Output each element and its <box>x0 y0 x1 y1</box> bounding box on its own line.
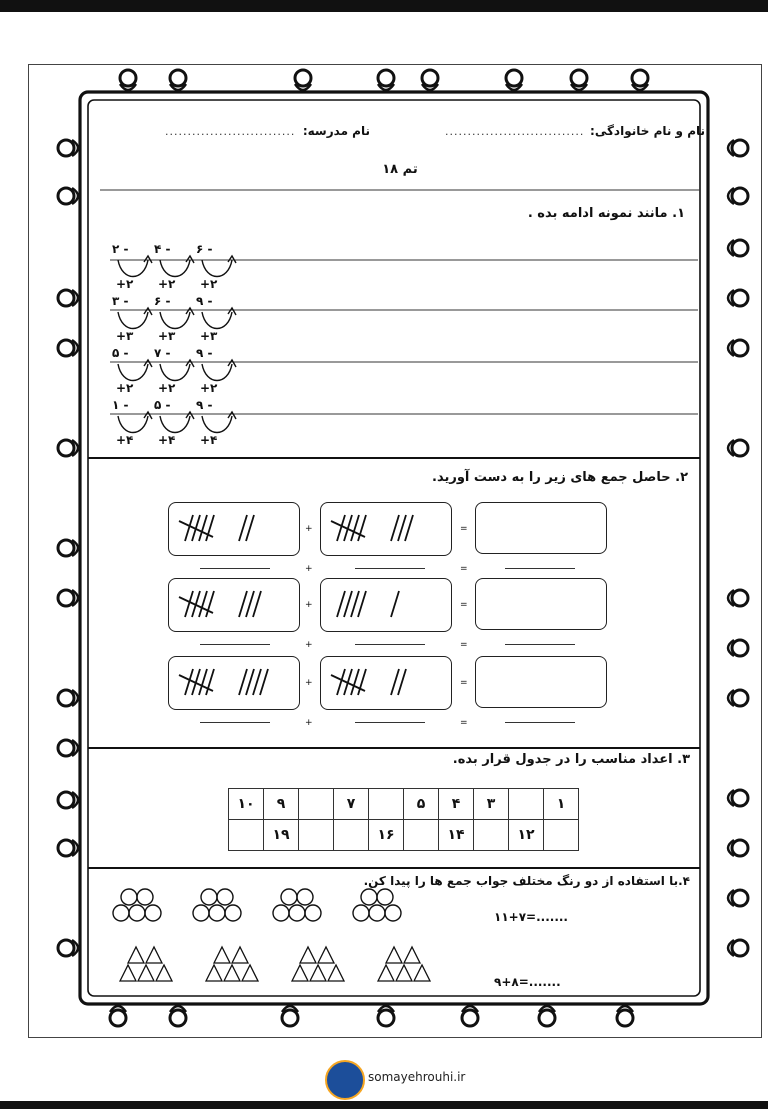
q4-equation-2: ۹+۸=....... <box>494 975 561 989</box>
tally-marks <box>321 503 451 555</box>
tally-group <box>391 669 406 695</box>
answer-box[interactable] <box>475 656 607 708</box>
answer-line[interactable] <box>355 722 425 723</box>
q1-step-label: +۴ <box>116 433 134 447</box>
tally-box <box>168 656 300 710</box>
q1-step-label: +۲ <box>116 381 134 395</box>
answer-line[interactable] <box>355 568 425 569</box>
school-field[interactable]: ............................. <box>165 125 296 138</box>
table-cell: ۱۶ <box>369 820 404 851</box>
answer-line[interactable] <box>505 644 575 645</box>
equals-sign: = <box>460 600 468 610</box>
table-cell-empty[interactable] <box>229 820 264 851</box>
q3-title: ۳. اعداد مناسب را در جدول قرار بده. <box>452 752 690 767</box>
q1-number: ۱ - <box>112 398 129 412</box>
table-cell: ۱۲ <box>509 820 544 851</box>
answer-line[interactable] <box>355 644 425 645</box>
q1-number: ۴ - <box>154 242 171 256</box>
q1-arc <box>160 416 190 433</box>
tally-group <box>179 669 214 695</box>
q1-step-label: +۲ <box>158 277 176 291</box>
answer-line[interactable] <box>505 568 575 569</box>
table-cell-empty[interactable] <box>334 820 369 851</box>
number-table <box>228 788 579 851</box>
q1-number: ۳ - <box>112 294 129 308</box>
answer-line[interactable] <box>200 568 270 569</box>
q2-title: ۲. حاصل جمع های زیر را به دست آورید. <box>432 470 688 485</box>
plus-sign: + <box>305 564 313 574</box>
q1-arc <box>118 416 148 433</box>
q1-arc <box>202 312 232 329</box>
tally-marks <box>321 579 451 631</box>
q1-step-label: +۲ <box>200 381 218 395</box>
plus-sign: + <box>305 640 313 650</box>
table-cell: ۳ <box>474 789 509 820</box>
q1-number: ۲ - <box>112 242 129 256</box>
table-cell: ۱۴ <box>439 820 474 851</box>
triangle-group <box>206 947 258 981</box>
circle-group <box>273 889 321 921</box>
tally-box <box>168 578 300 632</box>
table-cell-empty[interactable] <box>509 789 544 820</box>
tally-marks <box>169 579 299 631</box>
theme-title: تم ۱۸ <box>382 162 418 177</box>
tally-group <box>331 515 366 541</box>
triangle-group <box>378 947 430 981</box>
q1-arc <box>160 260 190 277</box>
tally-group <box>239 591 261 617</box>
q1-number: ۵ - <box>112 346 129 360</box>
tally-box <box>320 656 452 710</box>
circle-group <box>113 889 161 921</box>
table-cell: ۴ <box>439 789 474 820</box>
q1-number: ۹ - <box>196 346 213 360</box>
q1-step-label: +۴ <box>158 433 176 447</box>
site-logo <box>325 1060 365 1100</box>
equals-sign: = <box>460 718 468 728</box>
number-table-row-1 <box>229 789 579 820</box>
q1-arc <box>160 312 190 329</box>
tally-box <box>320 578 452 632</box>
q1-arc <box>118 312 148 329</box>
equals-sign: = <box>460 524 468 534</box>
tally-group <box>179 515 214 541</box>
q1-number: ۹ - <box>196 294 213 308</box>
tally-box <box>168 502 300 556</box>
q1-arc <box>202 364 232 381</box>
tally-group <box>391 515 413 541</box>
q1-step-label: +۳ <box>116 329 134 343</box>
plus-sign: + <box>305 718 313 728</box>
q1-arc <box>118 260 148 277</box>
bottom-bar <box>0 1101 768 1109</box>
table-cell: ۱۰ <box>229 789 264 820</box>
table-cell-empty[interactable] <box>474 820 509 851</box>
tally-marks <box>169 657 299 709</box>
equals-sign: = <box>460 640 468 650</box>
answer-box[interactable] <box>475 502 607 554</box>
triangle-group <box>120 947 172 981</box>
q1-arc <box>160 364 190 381</box>
q1-title: ۱. مانند نمونه ادامه بده . <box>527 206 685 221</box>
table-cell-empty[interactable] <box>404 820 439 851</box>
q1-number: ۶ - <box>154 294 171 308</box>
q4-equation-1: ۱۱+۷=....... <box>494 910 568 924</box>
tally-marks <box>321 657 451 709</box>
q1-number: ۶ - <box>196 242 213 256</box>
table-cell: ۱۹ <box>264 820 299 851</box>
plus-sign: + <box>305 600 313 610</box>
q1-arc <box>202 416 232 433</box>
circle-group <box>193 889 241 921</box>
plus-sign: + <box>305 524 313 534</box>
q1-number: ۷ - <box>154 346 171 360</box>
q1-number: ۵ - <box>154 398 171 412</box>
q1-step-label: +۴ <box>200 433 218 447</box>
table-cell: ۹ <box>264 789 299 820</box>
number-table-row-2 <box>229 820 579 851</box>
table-cell: ۱ <box>544 789 579 820</box>
table-cell-empty[interactable] <box>544 820 579 851</box>
answer-box[interactable] <box>475 578 607 630</box>
tally-group <box>391 591 399 617</box>
tally-marks <box>169 503 299 555</box>
table-cell-empty[interactable] <box>369 789 404 820</box>
table-cell: ۷ <box>334 789 369 820</box>
footer-site[interactable]: somayehrouhi.ir <box>368 1070 466 1084</box>
table-cell-empty[interactable] <box>299 789 334 820</box>
tally-group <box>331 669 366 695</box>
tally-group <box>179 591 214 617</box>
answer-line[interactable] <box>200 722 270 723</box>
triangle-group <box>292 947 344 981</box>
q1-step-label: +۲ <box>116 277 134 291</box>
q1-step-label: +۲ <box>200 277 218 291</box>
q4-shapes <box>100 885 460 995</box>
q1-arc <box>118 364 148 381</box>
q1-step-label: +۳ <box>158 329 176 343</box>
table-cell: ۵ <box>404 789 439 820</box>
tally-group <box>337 591 366 617</box>
equals-sign: = <box>460 564 468 574</box>
tally-group <box>239 515 254 541</box>
tally-group <box>239 669 268 695</box>
q1-step-label: +۲ <box>158 381 176 395</box>
student-name-label: نام و نام خانوادگی: <box>590 124 705 138</box>
q1-number: ۹ - <box>196 398 213 412</box>
tally-box <box>320 502 452 556</box>
q1-arc <box>202 260 232 277</box>
plus-sign: + <box>305 678 313 688</box>
equals-sign: = <box>460 678 468 688</box>
table-cell-empty[interactable] <box>299 820 334 851</box>
student-name-field[interactable]: ............................... <box>445 125 585 138</box>
circle-group <box>353 889 401 921</box>
answer-line[interactable] <box>200 644 270 645</box>
q1-step-label: +۳ <box>200 329 218 343</box>
answer-line[interactable] <box>505 722 575 723</box>
school-label: نام مدرسه: <box>302 124 370 138</box>
q4-title: ۴.با استفاده از دو رنگ مختلف جواب جمع ها را پیدا کن. <box>363 874 690 888</box>
